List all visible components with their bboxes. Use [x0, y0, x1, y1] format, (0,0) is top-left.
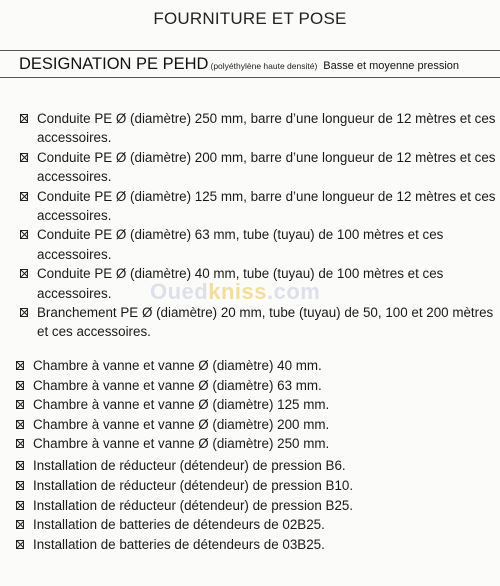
page-title: FOURNITURE ET POSE [153, 9, 347, 28]
crossed-box-icon [16, 461, 24, 470]
watermark-logo: Ouedkniss.com [150, 279, 321, 304]
list-item [16, 376, 500, 396]
list-item-text: Branchement PE Ø (diamètre) 20 mm, tube (tuyau) de 50, 100 et 200 mètres et ces accessoires. [37, 305, 494, 340]
list-item [16, 476, 500, 496]
crossed-box-icon [20, 192, 28, 201]
crossed-box-icon [20, 308, 28, 317]
list-item-text: Chambre à vanne et vanne Ø (diamètre) 125 mm. [33, 397, 330, 413]
list-item [16, 496, 500, 516]
list-item-text: Chambre à vanne et vanne Ø (diamètre) 40 mm. [33, 358, 322, 373]
list-item-text: Chambre à vanne et vanne Ø (diamètre) 250 mm. [33, 436, 330, 452]
list-item-text: Conduite PE Ø (diamètre) 200 mm, barre d’une longueur de 12 mètres et ces accessoires. [37, 149, 496, 185]
pipes-section [16, 109, 500, 342]
list-item [16, 415, 500, 435]
list-item-text: Installation de réducteur (détendeur) de pression B25. [33, 497, 354, 513]
list-item [20, 303, 500, 342]
list-item-text: Installation de réducteur (détendeur) de pression B6. [33, 458, 346, 473]
list-item [20, 109, 500, 148]
reducers-section [16, 456, 500, 555]
list-item [16, 515, 500, 535]
list-item [16, 356, 500, 376]
list-item-text: Installation de batteries de détendeurs de 03B25. [33, 537, 325, 553]
designation-subtitle: (polyéthylène haute densité) [210, 61, 318, 71]
crossed-box-icon [16, 439, 24, 448]
crossed-box-icon [20, 114, 28, 123]
list-item [20, 187, 500, 226]
crossed-box-icon [16, 400, 24, 409]
list-item-text: Conduite PE Ø (diamètre) 40 mm, tube (tuyau) de 100 mètres et ces accessoires. [37, 266, 444, 301]
list-item [16, 456, 500, 476]
crossed-box-icon [20, 153, 28, 162]
crossed-box-icon [16, 501, 24, 510]
designation-bar [0, 50, 500, 78]
crossed-box-icon [20, 230, 28, 239]
list-item [20, 225, 500, 264]
designation-pressure: Basse et moyenne pression [323, 60, 460, 72]
list-item-text: Installation de batteries de détendeurs de 02B25. [33, 517, 325, 533]
list-item [20, 148, 500, 187]
valves-section [16, 356, 500, 454]
list-item [16, 434, 500, 454]
list-item [16, 395, 500, 415]
list-item-text: Conduite PE Ø (diamètre) 63 mm, tube (tuyau) de 100 mètres et ces accessoires. [37, 227, 444, 262]
list-item-text: Chambre à vanne et vanne Ø (diamètre) 200 mm. [33, 416, 330, 432]
crossed-box-icon [20, 269, 28, 278]
crossed-box-icon [16, 361, 24, 370]
crossed-box-icon [16, 520, 24, 529]
list-item-text: Chambre à vanne et vanne Ø (diamètre) 63 mm. [33, 377, 322, 393]
crossed-box-icon [16, 381, 24, 390]
list-item [16, 535, 500, 555]
list-item-text: Conduite PE Ø (diamètre) 125 mm, barre d’une longueur de 12 mètres et ces accessoires. [37, 188, 496, 224]
list-item-text: Installation de réducteur (détendeur) de pression B10. [33, 477, 354, 493]
list-item-text: Conduite PE Ø (diamètre) 250 mm, barre d’une longueur de 12 mètres et ces accessoires. [37, 111, 496, 146]
list-item [20, 264, 500, 303]
designation-label: DESIGNATION PE PEHD [19, 55, 209, 73]
crossed-box-icon [16, 420, 24, 429]
crossed-box-icon [16, 540, 24, 549]
crossed-box-icon [16, 481, 24, 490]
